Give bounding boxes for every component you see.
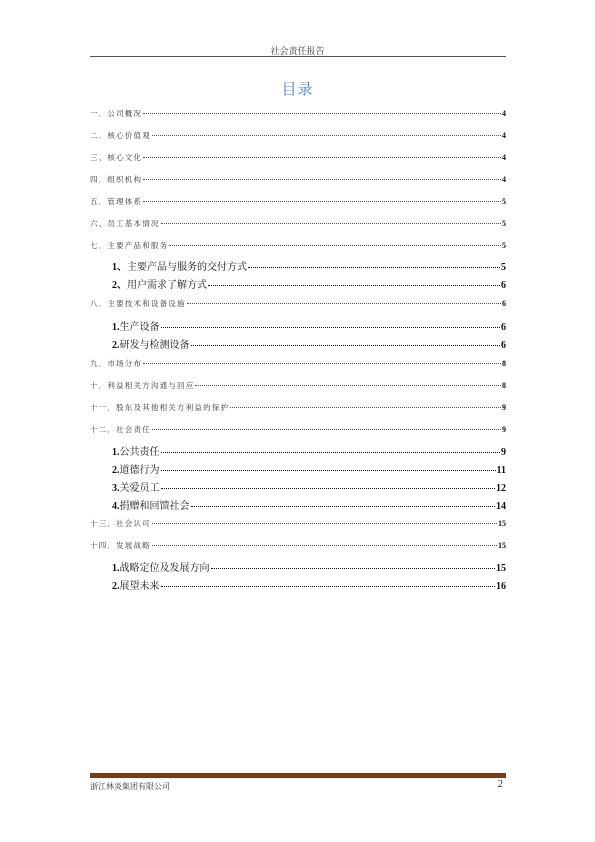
toc-entry-number: 九． (90, 359, 108, 368)
toc-entry-label: 组织机构 (107, 175, 143, 184)
toc-entry-label: 生产设备 (119, 322, 160, 333)
toc-entry-number: 三、 (90, 153, 108, 162)
toc-section-entry[interactable] (90, 402, 506, 413)
toc-dot-leader (152, 545, 497, 546)
footer-bar (90, 773, 506, 778)
toc-entry-number: 十一． (90, 403, 117, 412)
toc-entry-number: 十二． (90, 425, 117, 434)
toc-subsection-entry[interactable] (90, 559, 506, 574)
toc-entry-page: 6 (502, 299, 506, 308)
toc-dot-leader (248, 267, 500, 268)
toc-entry-label: 发展战略 (116, 541, 151, 550)
toc-entry-label: 社会认可 (116, 519, 151, 528)
toc-entry-label: 市场分布 (107, 359, 143, 368)
toc-entry-label: 核心文化 (107, 153, 143, 162)
toc-subsection-entry[interactable] (90, 461, 506, 476)
toc-entry-number: 五． (90, 197, 108, 206)
toc-entry-label: 主要产品和服务 (107, 241, 169, 250)
toc-entry-label: 捐赠和回馈社会 (119, 501, 190, 512)
toc-section-entry[interactable] (90, 380, 506, 391)
header-title: 社会责任报告 (270, 47, 325, 57)
toc-section-entry[interactable] (90, 518, 506, 529)
toc-section-entry[interactable] (90, 358, 506, 369)
toc-entry-page: 5 (502, 219, 506, 228)
toc-entry-label: 研发与检测设备 (119, 340, 190, 351)
toc-dot-leader (152, 135, 501, 136)
toc-entry-label: 展望未来 (119, 581, 160, 592)
toc-dot-leader (187, 303, 501, 304)
toc-entry-page: 4 (502, 131, 506, 140)
toc-dot-leader (161, 470, 496, 471)
toc-entry-page: 4 (502, 153, 506, 162)
toc-section-entry[interactable] (90, 196, 506, 207)
toc-entry-label: 社会责任 (116, 425, 151, 434)
toc-entry-number: 4. (112, 501, 120, 512)
toc-entry-page: 15 (498, 541, 506, 550)
toc-entry-label: 公共责任 (119, 447, 160, 458)
toc-dot-leader (161, 488, 496, 489)
toc-entry-number: 十． (90, 381, 108, 390)
toc-section-entry[interactable] (90, 540, 506, 551)
toc-dot-leader (161, 452, 501, 453)
toc-entry-number: 十三． (90, 519, 117, 528)
toc-entry-number: 1. (112, 447, 120, 458)
toc-entry-label: 道德行为 (119, 465, 160, 476)
toc-entry-number: 1. (112, 322, 120, 333)
footer-company: 浙江林炎集团有限公司 (90, 782, 170, 791)
toc-entry-page: 9 (502, 425, 506, 434)
toc-section-entry[interactable] (90, 152, 506, 163)
toc-entry-number: 2. (112, 581, 120, 592)
toc-dot-leader (195, 385, 501, 386)
toc-subsection-entry[interactable] (90, 318, 506, 333)
toc-entry-number: 2. (112, 465, 120, 476)
toc-dot-leader (152, 523, 497, 524)
toc-dot-leader (191, 345, 501, 346)
toc-dot-leader (191, 506, 496, 507)
toc-entry-label: 主要产品与服务的交付方式 (127, 262, 247, 273)
toc-entry-page: 9 (502, 403, 506, 412)
toc-subsection-entry[interactable] (90, 497, 506, 512)
toc-subsection-entry[interactable] (90, 258, 506, 273)
toc-subsection-entry[interactable] (90, 479, 506, 494)
toc-entry-page: 6 (501, 280, 506, 291)
toc-entry-page: 8 (502, 381, 506, 390)
footer-page-number: 2 (497, 778, 503, 790)
toc-entry-page: 5 (502, 197, 506, 206)
toc-entry-label: 战略定位及发展方向 (119, 563, 210, 574)
toc-entry-number: 1. (112, 563, 120, 574)
toc-dot-leader (161, 223, 501, 224)
toc-entry-page: 11 (496, 465, 506, 476)
toc-dot-leader (161, 586, 496, 587)
toc-entry-label: 主要技术和设备设施 (107, 299, 186, 308)
toc-entry-number: 七． (90, 241, 108, 250)
toc-entry-number: 2. (112, 340, 120, 351)
toc-dot-leader (211, 568, 496, 569)
header-rule (90, 56, 506, 57)
toc-entry-number: 一． (90, 109, 108, 118)
toc-section-entry[interactable] (90, 218, 506, 229)
toc-entry-label: 公司概况 (107, 109, 143, 118)
toc-section-entry[interactable] (90, 130, 506, 141)
toc-entry-number: 1、 (112, 262, 127, 273)
toc-entry-label: 管理体系 (107, 197, 143, 206)
toc-entry-number: 四． (90, 175, 108, 184)
toc-dot-leader (169, 245, 501, 246)
toc-section-entry[interactable] (90, 174, 506, 185)
toc-section-entry[interactable] (90, 298, 506, 309)
toc-dot-leader (161, 327, 501, 328)
toc-entry-number: 2、 (112, 280, 127, 291)
toc-entry-page: 12 (496, 483, 506, 494)
toc-entry-number: 八． (90, 299, 108, 308)
toc-entry-number: 十四． (90, 541, 117, 550)
toc-entry-page: 4 (502, 175, 506, 184)
toc-entry-page: 5 (501, 262, 506, 273)
toc-entry-number: 六、 (90, 219, 108, 228)
toc-dot-leader (143, 113, 501, 114)
toc-subsection-entry[interactable] (90, 276, 506, 291)
toc-dot-leader (230, 407, 501, 408)
toc-section-entry[interactable] (90, 108, 506, 119)
toc-subsection-entry[interactable] (90, 577, 506, 592)
toc-title: 目录 (281, 80, 314, 98)
toc-entry-page: 9 (501, 447, 506, 458)
toc-entry-number: 3. (112, 483, 120, 494)
toc-entry-page: 4 (502, 109, 506, 118)
toc-dot-leader (143, 363, 501, 364)
toc-entry-label: 利益相关方沟通与回应 (107, 381, 195, 390)
toc-entry-page: 15 (496, 563, 506, 574)
toc-section-entry[interactable] (90, 424, 506, 435)
toc-entry-number: 二． (90, 131, 108, 140)
toc-entry-page: 6 (501, 322, 506, 333)
toc-dot-leader (143, 201, 501, 202)
toc-dot-leader (152, 429, 501, 430)
toc-entry-page: 16 (496, 581, 506, 592)
toc-entry-page: 6 (501, 340, 506, 351)
toc-subsection-entry[interactable] (90, 443, 506, 458)
toc-dot-leader (143, 179, 501, 180)
toc-entry-page: 5 (502, 241, 506, 250)
toc-dot-leader (143, 157, 501, 158)
toc-entry-label: 员工基本情况 (107, 219, 160, 228)
toc-entry-label: 核心价值观 (107, 131, 151, 140)
toc-section-entry[interactable] (90, 240, 506, 251)
toc-subsection-entry[interactable] (90, 336, 506, 351)
toc-dot-leader (208, 285, 500, 286)
toc-entry-page: 15 (498, 519, 506, 528)
toc-entry-label: 股东及其他相关方利益的保护 (116, 403, 230, 412)
toc-entry-label: 用户需求了解方式 (127, 280, 207, 291)
toc-entry-label: 关爱员工 (119, 483, 160, 494)
toc-entry-page: 14 (496, 501, 506, 512)
toc-entry-page: 8 (502, 359, 506, 368)
